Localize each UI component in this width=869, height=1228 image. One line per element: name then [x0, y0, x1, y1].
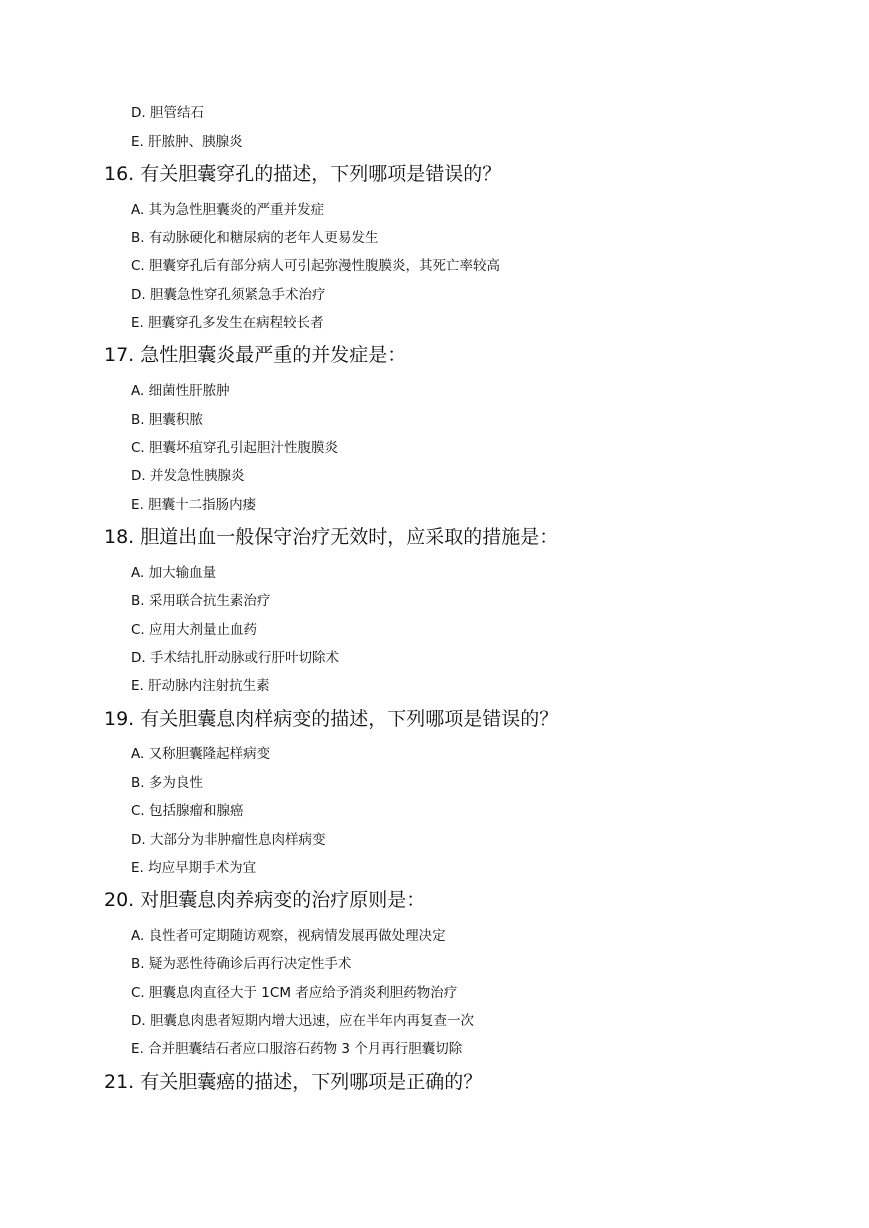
question-17-title: 17. 急性胆囊炎最严重的并发症是： — [104, 344, 407, 366]
question-16-option-a: A. 其为急性胆囊炎的严重并发症 — [131, 202, 325, 218]
question-20-title: 20. 对胆囊息肉养病变的治疗原则是： — [104, 889, 426, 911]
question-21-title: 21. 有关胆囊癌的描述，下列哪项是正确的？ — [104, 1071, 483, 1093]
question-17-option-d: D. 并发急性胰腺炎 — [131, 468, 245, 484]
question-20-option-e: E. 合并胆囊结石者应口服溶石药物 3 个月再行胆囊切除 — [131, 1041, 463, 1057]
question-18-option-a: A. 加大输血量 — [131, 565, 217, 581]
question-20-option-b: B. 疑为恶性待确诊后再行决定性手术 — [131, 956, 352, 972]
question-18-option-e: E. 肝动脉内注射抗生素 — [131, 678, 270, 694]
question-17-option-b: B. 胆囊积脓 — [131, 412, 203, 428]
question-19-option-d: D. 大部分为非肿瘤性息肉样病变 — [131, 832, 326, 848]
question-19-option-e: E. 均应早期手术为宜 — [131, 860, 257, 876]
question-19-option-c: C. 包括腺瘤和腺癌 — [131, 803, 244, 819]
question-17-option-e: E. 胆囊十二指肠内瘘 — [131, 497, 257, 513]
question-19-option-b: B. 多为良性 — [131, 775, 203, 791]
question-16-title: 16. 有关胆囊穿孔的描述，下列哪项是错误的？ — [104, 163, 502, 185]
question-17-option-c: C. 胆囊坏疽穿孔引起胆汁性腹膜炎 — [131, 440, 339, 456]
question-20-option-d: D. 胆囊息肉患者短期内增大迅速，应在半年内再复查一次 — [131, 1013, 474, 1029]
question-18-title: 18. 胆道出血一般保守治疗无效时，应采取的措施是： — [104, 526, 559, 548]
question-16-option-e: E. 胆囊穿孔多发生在病程较长者 — [131, 315, 324, 331]
option-e: E. 肝脓肿、胰腺炎 — [131, 134, 243, 150]
question-18-option-c: C. 应用大剂量止血药 — [131, 622, 258, 638]
question-20-option-a: A. 良性者可定期随访观察，视病情发展再做处理决定 — [131, 928, 446, 944]
question-17-option-a: A. 细菌性肝脓肿 — [131, 383, 230, 399]
question-16-option-c: C. 胆囊穿孔后有部分病人可引起弥漫性腹膜炎，其死亡率较高 — [131, 258, 501, 274]
question-19-option-a: A. 又称胆囊隆起样病变 — [131, 746, 271, 762]
question-16-option-b: B. 有动脉硬化和糖尿病的老年人更易发生 — [131, 230, 379, 246]
question-18-option-b: B. 采用联合抗生素治疗 — [131, 593, 271, 609]
question-19-title: 19. 有关胆囊息肉样病变的描述，下列哪项是错误的？ — [104, 708, 559, 730]
question-20-option-c: C. 胆囊息肉直径大于 1CM 者应给予消炎利胆药物治疗 — [131, 985, 458, 1001]
question-18-option-d: D. 手术结扎肝动脉或行肝叶切除术 — [131, 650, 339, 666]
option-d: D. 胆管结石 — [131, 105, 204, 121]
question-16-option-d: D. 胆囊急性穿孔须紧急手术治疗 — [131, 287, 326, 303]
